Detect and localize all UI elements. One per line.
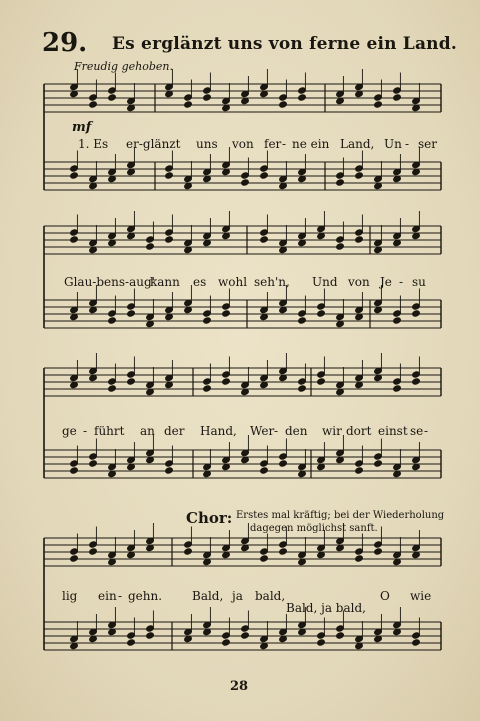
lyric-word: -	[282, 137, 287, 151]
notehead	[70, 555, 79, 562]
notehead	[184, 548, 193, 555]
notehead	[89, 101, 98, 108]
lyric-word: bald,	[255, 589, 286, 603]
lyric-word: ein	[98, 589, 117, 603]
notehead	[127, 378, 136, 385]
notehead	[279, 101, 288, 108]
lyric-word: 1. Es	[78, 137, 109, 151]
lyric-word: Hand,	[200, 424, 237, 438]
notehead	[279, 548, 288, 555]
page-number: 28	[230, 679, 249, 694]
lyric-word: -	[405, 137, 410, 151]
lyric-word: Wer	[250, 424, 275, 438]
lyric-word: Un	[384, 137, 402, 151]
notehead	[203, 94, 212, 101]
notehead	[355, 555, 364, 562]
notehead	[184, 101, 193, 108]
notehead	[260, 172, 269, 179]
notehead	[336, 179, 345, 186]
lyric-word: wie	[410, 589, 432, 603]
notehead	[412, 639, 421, 646]
lyric-word: se	[410, 424, 424, 438]
notehead	[317, 310, 326, 317]
notehead	[89, 548, 98, 555]
notehead	[165, 467, 174, 474]
notehead	[260, 555, 269, 562]
notehead	[165, 236, 174, 243]
lyric-word: Je	[380, 275, 392, 289]
notehead	[298, 317, 307, 324]
notehead	[108, 317, 117, 324]
lyric-word: -	[399, 275, 404, 289]
lyric-word: -	[83, 424, 88, 438]
lyric-word: lig	[62, 589, 78, 603]
lyric-word: dort	[346, 424, 372, 438]
hymn-title: Es erglänzt uns von ferne ein Land.	[112, 34, 457, 54]
lyric-word: an	[140, 424, 155, 438]
chorus-instruction-line-2: dagegen möglichst sanft.	[250, 523, 378, 534]
lyric-alt-line: Bald, ja bald,	[286, 601, 366, 615]
notehead	[127, 639, 136, 646]
notehead	[336, 243, 345, 250]
lyric-word: Land,	[340, 137, 375, 151]
lyric-word: einst	[378, 424, 408, 438]
lyric-word: -	[424, 424, 429, 438]
notehead	[374, 460, 383, 467]
lyric-word: O	[380, 589, 390, 603]
lyric-word: wir	[322, 424, 342, 438]
lyric-word: seh'n,	[254, 275, 290, 289]
notehead	[222, 310, 231, 317]
notehead	[336, 632, 345, 639]
notehead	[260, 467, 269, 474]
notehead	[355, 467, 364, 474]
notehead	[355, 236, 364, 243]
lyric-word: von	[232, 137, 254, 151]
lyric-word: der	[164, 424, 185, 438]
lyric-word: von	[348, 275, 370, 289]
hymn-number: 29.	[42, 28, 88, 58]
notehead	[203, 317, 212, 324]
notehead	[412, 310, 421, 317]
notehead	[70, 467, 79, 474]
notehead	[393, 317, 402, 324]
dynamic-marking: mf	[72, 120, 92, 135]
lyric-word: den	[285, 424, 308, 438]
chorus-label: Chor:	[186, 509, 233, 527]
notehead	[108, 94, 117, 101]
lyric-word: ja	[232, 589, 243, 603]
lyric-word: wohl	[218, 275, 248, 289]
lyric-word: ge	[62, 424, 77, 438]
notehead	[279, 460, 288, 467]
lyric-word: fer	[264, 137, 282, 151]
chorus-instruction	[236, 509, 476, 535]
notehead	[165, 172, 174, 179]
notehead	[241, 179, 250, 186]
notehead	[70, 236, 79, 243]
notehead	[374, 101, 383, 108]
notehead	[127, 310, 136, 317]
notehead	[222, 639, 231, 646]
notehead	[241, 632, 250, 639]
notehead	[108, 385, 117, 392]
notehead	[412, 378, 421, 385]
notehead	[146, 243, 155, 250]
notehead	[393, 94, 402, 101]
notehead	[374, 548, 383, 555]
lyric-word: uns	[196, 137, 218, 151]
notehead	[89, 460, 98, 467]
lyric-word: -	[274, 424, 279, 438]
lyric-word: Und	[312, 275, 338, 289]
lyric-word: Glau-bens-aug'	[64, 275, 155, 289]
notehead	[146, 632, 155, 639]
lyric-word: su	[412, 275, 426, 289]
lyric-word: er-glänzt	[126, 137, 181, 151]
notehead	[317, 378, 326, 385]
lyric-word: gehn.	[128, 589, 163, 603]
notehead	[70, 172, 79, 179]
lyric-word: führt	[94, 424, 125, 438]
notehead	[317, 639, 326, 646]
tempo-marking: Freudig gehoben.	[74, 60, 173, 73]
lyric-word: -	[118, 589, 123, 603]
lyric-word: es	[193, 275, 207, 289]
notehead	[203, 385, 212, 392]
chorus-instruction-line-1: Erstes mal kräftig; bei der Wiederholung	[236, 510, 445, 521]
lyric-word: kann	[150, 275, 180, 289]
notehead	[355, 172, 364, 179]
notehead	[222, 378, 231, 385]
notehead	[393, 385, 402, 392]
notehead	[260, 236, 269, 243]
lyric-word: Bald,	[192, 589, 224, 603]
lyric-word: ser	[418, 137, 437, 151]
lyric-word: ne ein	[292, 137, 330, 151]
notehead	[298, 385, 307, 392]
notehead	[298, 94, 307, 101]
